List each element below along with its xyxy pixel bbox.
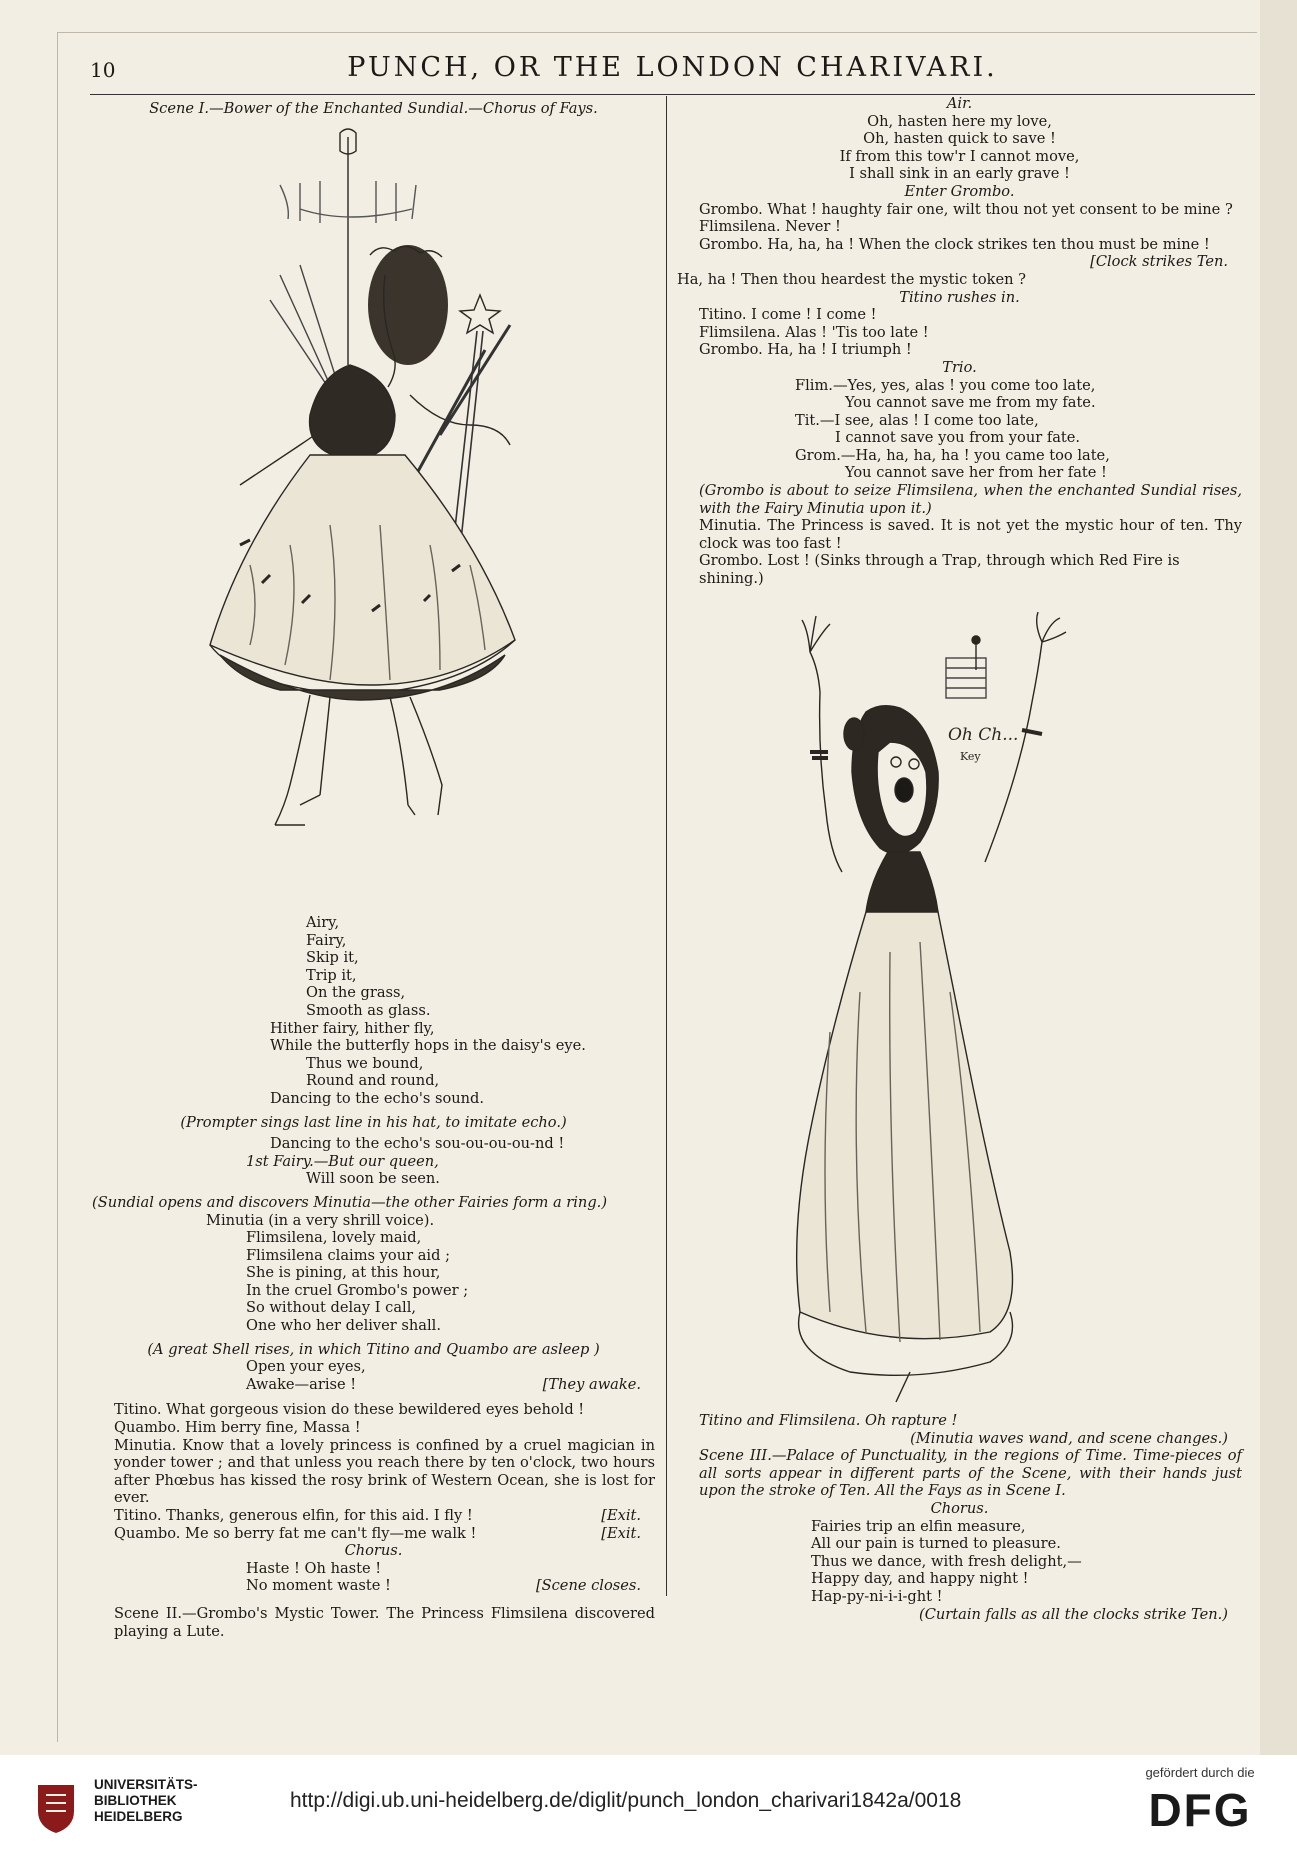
verse-line: No moment waste ! xyxy=(246,1577,391,1595)
verse-line: Flim.—Yes, yes, alas ! you come too late, xyxy=(795,376,1096,394)
sponsor-label: gefördert durch die xyxy=(1145,1765,1255,1780)
university-library-logo[interactable] xyxy=(30,1777,198,1843)
right-column-bottom xyxy=(677,1412,1242,1623)
stage-direction: [They awake. xyxy=(542,1375,641,1393)
verse-line: Thus we dance, with fresh delight,— xyxy=(811,1552,1082,1570)
page-header xyxy=(90,52,1255,92)
library-name-line: HEIDELBERG xyxy=(94,1809,183,1824)
speech: Titino and Flimsilena. Oh rapture ! xyxy=(699,1412,958,1429)
verse-line: Awake—arise ! xyxy=(246,1375,357,1393)
verse-line: Oh, hasten quick to save ! xyxy=(863,130,1056,148)
right-column-top xyxy=(677,95,1242,588)
verse-line: Round and round, xyxy=(306,1072,440,1090)
dfg-logo[interactable]: DFG xyxy=(1148,1784,1252,1836)
stage-direction: [Exit. xyxy=(601,1507,641,1524)
speech: Minutia. The Princess is saved. It is not yet the mystic hour of ten. Thy clock was too fast ! xyxy=(699,517,1242,552)
stage-direction: [Scene closes. xyxy=(535,1577,641,1595)
verse-line-with-direction xyxy=(92,1376,655,1394)
speaker-heading: Minutia (in a very shrill voice). xyxy=(206,1211,435,1229)
viewer-footer xyxy=(0,1755,1297,1859)
speech: Grombo. What ! haughty fair one, wilt thou not yet consent to be mine ? xyxy=(699,200,1233,218)
verse-line: Haste ! Oh haste ! xyxy=(246,1559,382,1577)
stage-direction: (Curtain falls as all the clocks strike Ten.) xyxy=(919,1605,1228,1623)
stage-direction: Enter Grombo. xyxy=(904,182,1015,200)
scene-three-heading: Scene III.—Palace of Punctuality, in the regions of Time. Time-pieces of all sorts appear in different parts of the Scene, with their hands just upon the stroke of Ten. All the Fays as in Scene I. xyxy=(699,1447,1242,1500)
verse-line: Will soon be seen. xyxy=(306,1170,440,1188)
speech: Titino. I come ! I come ! xyxy=(699,306,877,324)
verse-line: Dancing to the echo's sou-ou-ou-ou-nd ! xyxy=(270,1135,565,1153)
stage-direction: Titino rushes in. xyxy=(899,288,1020,306)
frame-line-left xyxy=(57,32,58,1742)
scene-two-heading: Scene II.—Grombo's Mystic Tower. The Princess Flimsilena discovered playing a Lute. xyxy=(114,1604,655,1640)
verse-line: In the cruel Grombo's power ; xyxy=(246,1281,469,1299)
stage-direction: (Prompter sings last line in his hat, to imitate echo.) xyxy=(180,1113,567,1131)
speech: Grombo. Ha, ha, ha ! When the clock strikes ten thou must be mine ! xyxy=(699,235,1210,253)
verse-line: You cannot save her from her fate ! xyxy=(845,464,1107,482)
speech: Flimsilena. Alas ! 'Tis too late ! xyxy=(699,323,929,341)
page-edge xyxy=(1260,0,1297,1755)
verse-line: Airy, xyxy=(306,914,340,931)
verse-line: One who her deliver shall. xyxy=(246,1317,441,1335)
verse-line: You cannot save me from my fate. xyxy=(845,394,1096,412)
source-url[interactable]: http://digi.ub.uni-heidelberg.de/diglit/punch_london_charivari1842a/0018 xyxy=(290,1789,962,1812)
air-label: Air. xyxy=(946,95,973,112)
verse-line: Dancing to the echo's sound. xyxy=(270,1089,485,1107)
frame-line-top xyxy=(57,32,1257,33)
fairy-illustration xyxy=(180,125,560,910)
verse-line: If from this tow'r I cannot move, xyxy=(839,147,1080,165)
verse-line: Flimsilena claims your aid ; xyxy=(246,1246,450,1264)
trio-label: Trio. xyxy=(942,358,977,376)
library-emblem-icon xyxy=(30,1777,82,1837)
speech-with-exit xyxy=(92,1525,655,1543)
page-number: 10 xyxy=(90,58,116,82)
verse-line: Hither fairy, hither fly, xyxy=(270,1019,435,1037)
speech: Grombo. Ha, ha ! I triumph ! xyxy=(699,341,912,359)
verse-line: I shall sink in an early grave ! xyxy=(849,165,1070,183)
verse-line: Fairy, xyxy=(306,931,347,949)
annotation-oh: Oh Ch... xyxy=(948,725,1019,745)
annotation-key: Key xyxy=(960,750,981,763)
stage-direction: [Clock strikes Ten. xyxy=(1090,253,1228,271)
verse-line: Thus we bound, xyxy=(306,1054,424,1072)
stage-direction: (Grombo is about to seize Flimsilena, when the enchanted Sundial rises, with the Fairy Minutia upon it.) xyxy=(699,482,1242,517)
library-name-line: BIBLIOTHEK xyxy=(94,1793,177,1808)
left-column-body xyxy=(92,914,655,1640)
verse-line: Tit.—I see, alas ! I come too late, xyxy=(795,411,1039,429)
stage-direction: (A great Shell rises, in which Titino and Quambo are asleep ) xyxy=(147,1340,600,1358)
scene-one-heading: Scene I.—Bower of the Enchanted Sundial.—Chorus of Fays. xyxy=(149,100,598,117)
speech-with-exit xyxy=(92,1507,655,1525)
verse-line: Grom.—Ha, ha, ha, ha ! you came too late, xyxy=(795,446,1110,464)
library-name-line: UNIVERSITÄTS- xyxy=(94,1777,198,1792)
flimsilena-illustration xyxy=(770,612,1070,1412)
verse-line: On the grass, xyxy=(306,984,406,1002)
stage-direction: (Sundial opens and discovers Minutia—the other Fairies form a ring.) xyxy=(92,1193,608,1211)
verse-line: All our pain is turned to pleasure. xyxy=(811,1535,1061,1553)
chorus-label: Chorus. xyxy=(930,1499,989,1517)
verse-line: Open your eyes, xyxy=(246,1358,366,1376)
verse-line: Flimsilena, lovely maid, xyxy=(246,1229,422,1247)
speech: Minutia. Know that a lovely princess is confined by a cruel magician in yonder tower ; and that unless you reach there by ten o'clock, two hours after Phœbus has kissed the rosy brink of Western Ocean, she is lost for ever. xyxy=(114,1436,655,1507)
speech: Flimsilena. Never ! xyxy=(699,218,841,236)
verse-line: While the butterfly hops in the daisy's eye. xyxy=(270,1037,586,1055)
left-column-top xyxy=(92,100,655,118)
verse-line: She is pining, at this hour, xyxy=(246,1264,441,1282)
verse-line: So without delay I call, xyxy=(246,1299,417,1317)
verse-line: Trip it, xyxy=(306,966,357,984)
running-title: PUNCH, OR THE LONDON CHARIVARI. xyxy=(347,52,998,83)
stage-direction: [Exit. xyxy=(601,1524,641,1542)
library-name xyxy=(94,1777,198,1825)
verse-line: Hap-py-ni-i-i-ght ! xyxy=(811,1587,943,1605)
verse-line-with-direction xyxy=(92,1577,655,1595)
sponsor-block xyxy=(1125,1765,1275,1840)
speech-line: 1st Fairy.—But our queen, xyxy=(246,1152,439,1170)
verse-line: Oh, hasten here my love, xyxy=(867,112,1052,130)
chorus-label: Chorus. xyxy=(344,1542,403,1560)
verse-line: I cannot save you from your fate. xyxy=(835,429,1081,447)
speech: Quambo. Him berry fine, Massa ! xyxy=(114,1419,361,1437)
verse-line: Happy day, and happy night ! xyxy=(811,1570,1029,1588)
speech: Titino. What gorgeous vision do these bewildered eyes behold ! xyxy=(114,1401,585,1419)
stage-direction: (Minutia waves wand, and scene changes.) xyxy=(910,1429,1228,1447)
column-divider xyxy=(666,96,667,1596)
speech: Ha, ha ! Then thou heardest the mystic token ? xyxy=(677,270,1026,288)
verse-line: Skip it, xyxy=(306,949,359,967)
verse-line: Smooth as glass. xyxy=(306,1001,431,1019)
speech: Grombo. Lost ! (Sinks through a Trap, through which Red Fire is shining.) xyxy=(699,552,1180,588)
verse-line: Fairies trip an elfin measure, xyxy=(811,1517,1026,1535)
speech: Quambo. Me so berry fat me can't fly—me walk ! xyxy=(114,1524,477,1542)
speech: Titino. Thanks, generous elfin, for this aid. I fly ! xyxy=(114,1507,473,1524)
